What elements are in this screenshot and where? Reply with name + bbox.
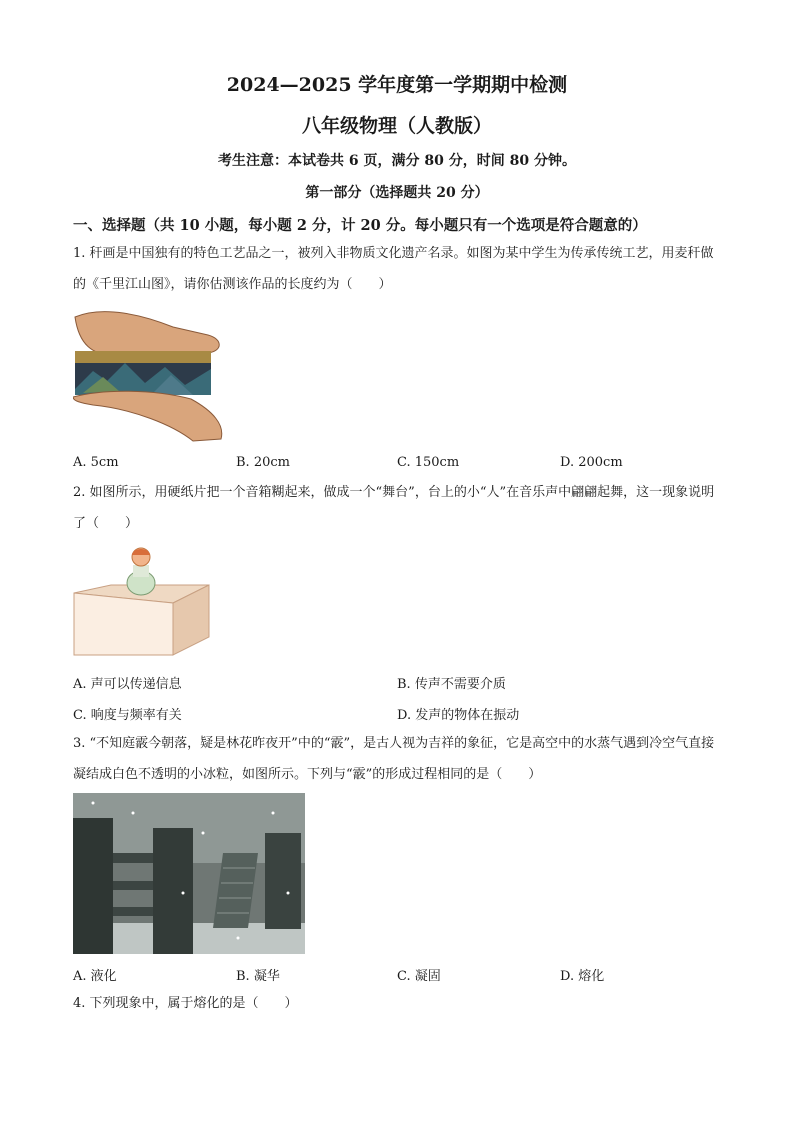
question-2-option-a[interactable]: A. 声可以传递信息 — [73, 677, 182, 692]
section-heading: 一、选择题（共 10 小题，每小题 2 分，计 20 分。每小题只有一个选项是符合题意的） — [73, 217, 647, 234]
question-1-option-b[interactable]: B. 20cm — [236, 455, 290, 470]
part-heading: 第一部分（选择题共 20 分） — [305, 185, 489, 201]
sleet-photo-figure — [73, 793, 305, 954]
question-2-option-c[interactable]: C. 响度与频率有关 — [73, 708, 182, 723]
question-4-stem: 4. 下列现象中，属于熔化的是（ ） — [73, 996, 298, 1011]
question-3-option-c[interactable]: C. 凝固 — [397, 969, 441, 984]
question-3-stem: 3. “不知庭霰今朝落，疑是林花昨夜开”中的“霰”，是古人视为吉祥的象征，它是高空中的水蒸气遇到冷空气直接凝结成白色不透明的小冰粒，如图所示。下列与“霰”的形成过程相同的是（ ） — [73, 736, 715, 782]
question-1-option-c[interactable]: C. 150cm — [397, 455, 460, 470]
question-3-option-d[interactable]: D. 熔化 — [560, 969, 605, 984]
question-3-option-a[interactable]: A. 液化 — [73, 969, 117, 984]
straw-painting-figure — [73, 305, 225, 443]
question-3-option-b[interactable]: B. 凝华 — [236, 969, 280, 984]
exam-title: 2024—2025 学年度第一学期期中检测 — [226, 74, 568, 96]
question-1-option-a[interactable]: A. 5cm — [73, 455, 119, 470]
question-2-option-d[interactable]: D. 发声的物体在振动 — [397, 708, 520, 723]
question-2-option-b[interactable]: B. 传声不需要介质 — [397, 677, 506, 692]
question-1-option-d[interactable]: D. 200cm — [560, 455, 623, 470]
speaker-stage-figure — [73, 545, 211, 657]
exam-subtitle: 八年级物理（人教版） — [301, 115, 492, 137]
exam-notice: 考生注意：本试卷共 6 页，满分 80 分，时间 80 分钟。 — [218, 153, 576, 169]
question-2-stem: 2. 如图所示，用硬纸片把一个音箱糊起来，做成一个“舞台”，台上的小“人”在音乐声中翩翩起舞，这一现象说明了（ ） — [73, 485, 715, 531]
question-1-stem: 1. 秆画是中国独有的特色工艺品之一，被列入非物质文化遗产名录。如图为某中学生为传承传统工艺，用麦秆做的《千里江山图》，请你估测该作品的长度约为（ ） — [73, 246, 714, 292]
